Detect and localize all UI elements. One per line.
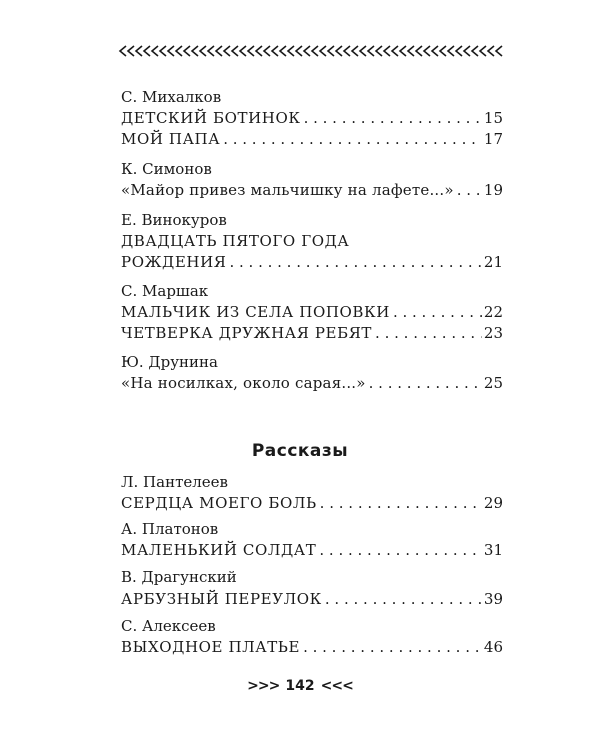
leader-dots [322,589,482,609]
entry-title: «На носилках, около сарая...» [121,374,366,392]
left-arrows-icon: <<< [320,678,353,694]
toc-entry[interactable] [121,323,503,343]
entry-title: ЧЕТВЕРКА ДРУЖНАЯ РЕБЯТ [121,324,373,342]
toc-entry[interactable] [121,637,503,657]
toc-entry[interactable] [121,493,503,513]
toc-entry[interactable] [121,180,503,200]
toc-entry[interactable] [121,302,503,322]
leader-dots [300,637,482,657]
author-name: В. Драгунский [121,568,237,586]
entry-page-number: 17 [483,130,503,148]
right-arrows-icon: >>> [247,678,280,694]
entry-title: МОЙ ПАПА [121,130,221,148]
leader-dots [301,108,482,128]
toc-entry[interactable] [121,108,503,128]
leader-dots [454,180,482,200]
leader-dots [220,129,482,149]
toc-entry[interactable] [121,129,503,149]
entry-page-number: 21 [483,253,503,271]
entry-title: «Майор привез мальчишку на лафете...» [121,181,454,199]
entry-title: ВЫХОДНОЕ ПЛАТЬЕ [121,638,301,656]
entry-page-number: 31 [483,541,503,559]
entry-title: АРБУЗНЫЙ ПЕРЕУЛОК [121,590,322,608]
entry-title: РОЖДЕНИЯ [121,253,227,271]
entry-page-number: 19 [483,181,503,199]
entry-page-number: 29 [483,494,503,512]
page-footer [0,676,600,696]
toc-entry[interactable] [121,589,503,609]
toc-entry[interactable] [121,373,503,393]
entry-page-number: 23 [483,324,503,342]
toc-entry[interactable] [121,540,503,560]
author-name: А. Платонов [121,520,219,538]
chevron-divider-icon [118,44,504,58]
leader-dots [226,252,481,272]
leader-dots [390,302,482,322]
entry-page-number: 22 [483,303,503,321]
author-name: Е. Винокуров [121,211,227,229]
leader-dots [316,540,482,560]
author-name: К. Симонов [121,160,212,178]
entry-title: ДЕТСКИЙ БОТИНОК [121,109,301,127]
page-number: 142 [285,678,315,694]
author-name: С. Михалков [121,88,222,106]
entry-page-number: 25 [483,374,503,392]
leader-dots [366,373,482,393]
toc-entry[interactable] [121,252,503,272]
entry-title: СЕРДЦА МОЕГО БОЛЬ [121,494,317,512]
entry-page-number: 46 [483,638,503,656]
entry-page-number: 39 [483,590,503,608]
section-heading: Рассказы [251,441,349,461]
author-name: Ю. Друнина [121,353,218,371]
author-name: Л. Пантелеев [121,473,228,491]
entry-page-number: 15 [483,109,503,127]
author-name: С. Алексеев [121,617,216,635]
author-name: С. Маршак [121,282,209,300]
leader-dots [317,493,482,513]
entry-title: МАЛЕНЬКИЙ СОЛДАТ [121,541,317,559]
leader-dots [372,323,482,343]
entry-title: МАЛЬЧИК ИЗ СЕЛА ПОПОВКИ [121,303,390,321]
entry-title-line: ДВАДЦАТЬ ПЯТОГО ГОДА [121,232,350,250]
